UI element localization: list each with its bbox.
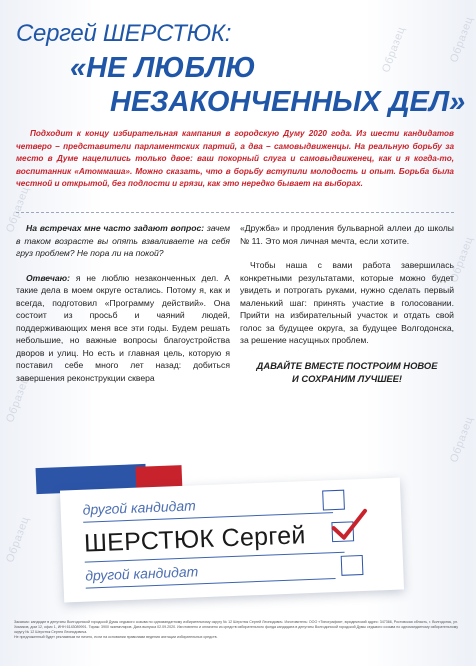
watermark-6: Образец — [4, 375, 32, 425]
watermark-1: Образец — [380, 25, 408, 75]
watermark-2: Образец — [448, 15, 476, 65]
question-paragraph — [16, 222, 230, 260]
answer-text: я не люблю незаконченных дел. А такие дела в моем округе остались. Потому я, как и всегда, подготовил «Программу действий». Она состоит из просьб и чаяний людей, поддерживающих меня все эти годы. Будем решать небольшие, но важные вопросы благоустройства дворов и улиц. Но есть и главная цель, которую я поставил себе много лет назад: добиться завершения реконструкции сквера — [16, 272, 231, 383]
slogan — [240, 359, 454, 385]
right-paragraph-1: «Дружба» и продления бульварной аллеи до школы № 11. Это моя личная мечта, если хотите. — [240, 223, 454, 246]
footer-legal — [14, 620, 458, 640]
ballot-row-3-label: другой кандидат — [84, 563, 199, 584]
headline-quote-part1: «НЕ ЛЮБЛЮ — [70, 52, 256, 84]
question-text: зачем в таком возрасте вы опять взваливаете на себя груз проблем? Не пора ли на покой? — [16, 223, 230, 258]
answer-label: Отвечаю: — [26, 272, 70, 283]
headline-author: Сергей ШЕРСТЮК: — [16, 20, 232, 47]
right-column — [240, 222, 454, 385]
footer-legal-line-2: Не предложенный будет рекламным ни ничего, если на основании правилами ведения агитации избирательных средств. — [14, 635, 218, 639]
checkmark-icon — [329, 507, 371, 549]
ballot-checkbox-3 — [341, 555, 364, 576]
footer-legal-line-1: Заказчик: кандидат в депутаты Волгодонской городской Думы седьмого созыва по одномандатному избирательному округу № 12 Шерстюк Сергей Леонидович. Изготовитель: ООО «Типография», юридический адрес: 347366, Ростовская область, г. Волгодонск, ул. Химиков, дом 12, офис 1, ИНН 6143089991. Тираж: 3900 экземпляров. Дата выпуска 02.09.2020. Изготовлено и оплачено из средств избирательного фонда кандидата в депутаты Волгодонской городской Думы седьмого созыва по одномандатному избирательному округу № 12 Шерстюк Сергея Леонидовича. — [14, 620, 458, 634]
slogan-line-1: ДАВАЙТЕ ВМЕСТЕ ПОСТРОИМ НОВОЕ — [256, 359, 438, 371]
lead-paragraph: Подходит к концу избирательная кампания в городскую Думу 2020 года. Из шести кандидатов четверо – представители парламентских партий, а два – самовыдвиженцы. На реальную борьбу за место в Думе нацелились только двое: ваш покорный слуга и самовыдвиженец, как и я когда-то, воспитанник «Атоммаша». Можно сказать, что в борьбу вступили молодость и опыт. Борьба была честной и открытой, без подлости и грязи, как это нередко бывает на выборах. — [16, 129, 454, 189]
headline-quote-part2: НЕЗАКОНЧЕННЫХ ДЕЛ» — [110, 86, 466, 118]
watermark-4: Образец — [448, 415, 476, 465]
left-column — [16, 222, 230, 384]
watermark-5: Образец — [4, 185, 32, 235]
watermark-7: Образец — [4, 515, 32, 565]
right-paragraph-2: Чтобы наша с вами работа завершилась конкретными результатами, которые можно будет увидеть и потрогать руками, нужно сделать первый маленький шаг: принять участие в голосовании. Прийти на избирательный участок и отдать свой голос за будущее округа, за будущее Волгодонска, за решение насущных проблем. — [240, 260, 454, 345]
dashed-divider — [16, 212, 454, 213]
ballot-row-2-label: ШЕРСТЮК Сергей — [83, 521, 307, 558]
slogan-line-2: И СОХРАНИМ ЛУЧШЕЕ! — [291, 372, 403, 384]
ballot-row-1-label: другой кандидат — [82, 497, 197, 518]
ballot-card — [60, 478, 404, 603]
answer-paragraph — [16, 272, 230, 385]
watermark-3: Образец — [448, 235, 476, 285]
question-label: На встречах мне часто задают вопрос: — [26, 223, 205, 233]
